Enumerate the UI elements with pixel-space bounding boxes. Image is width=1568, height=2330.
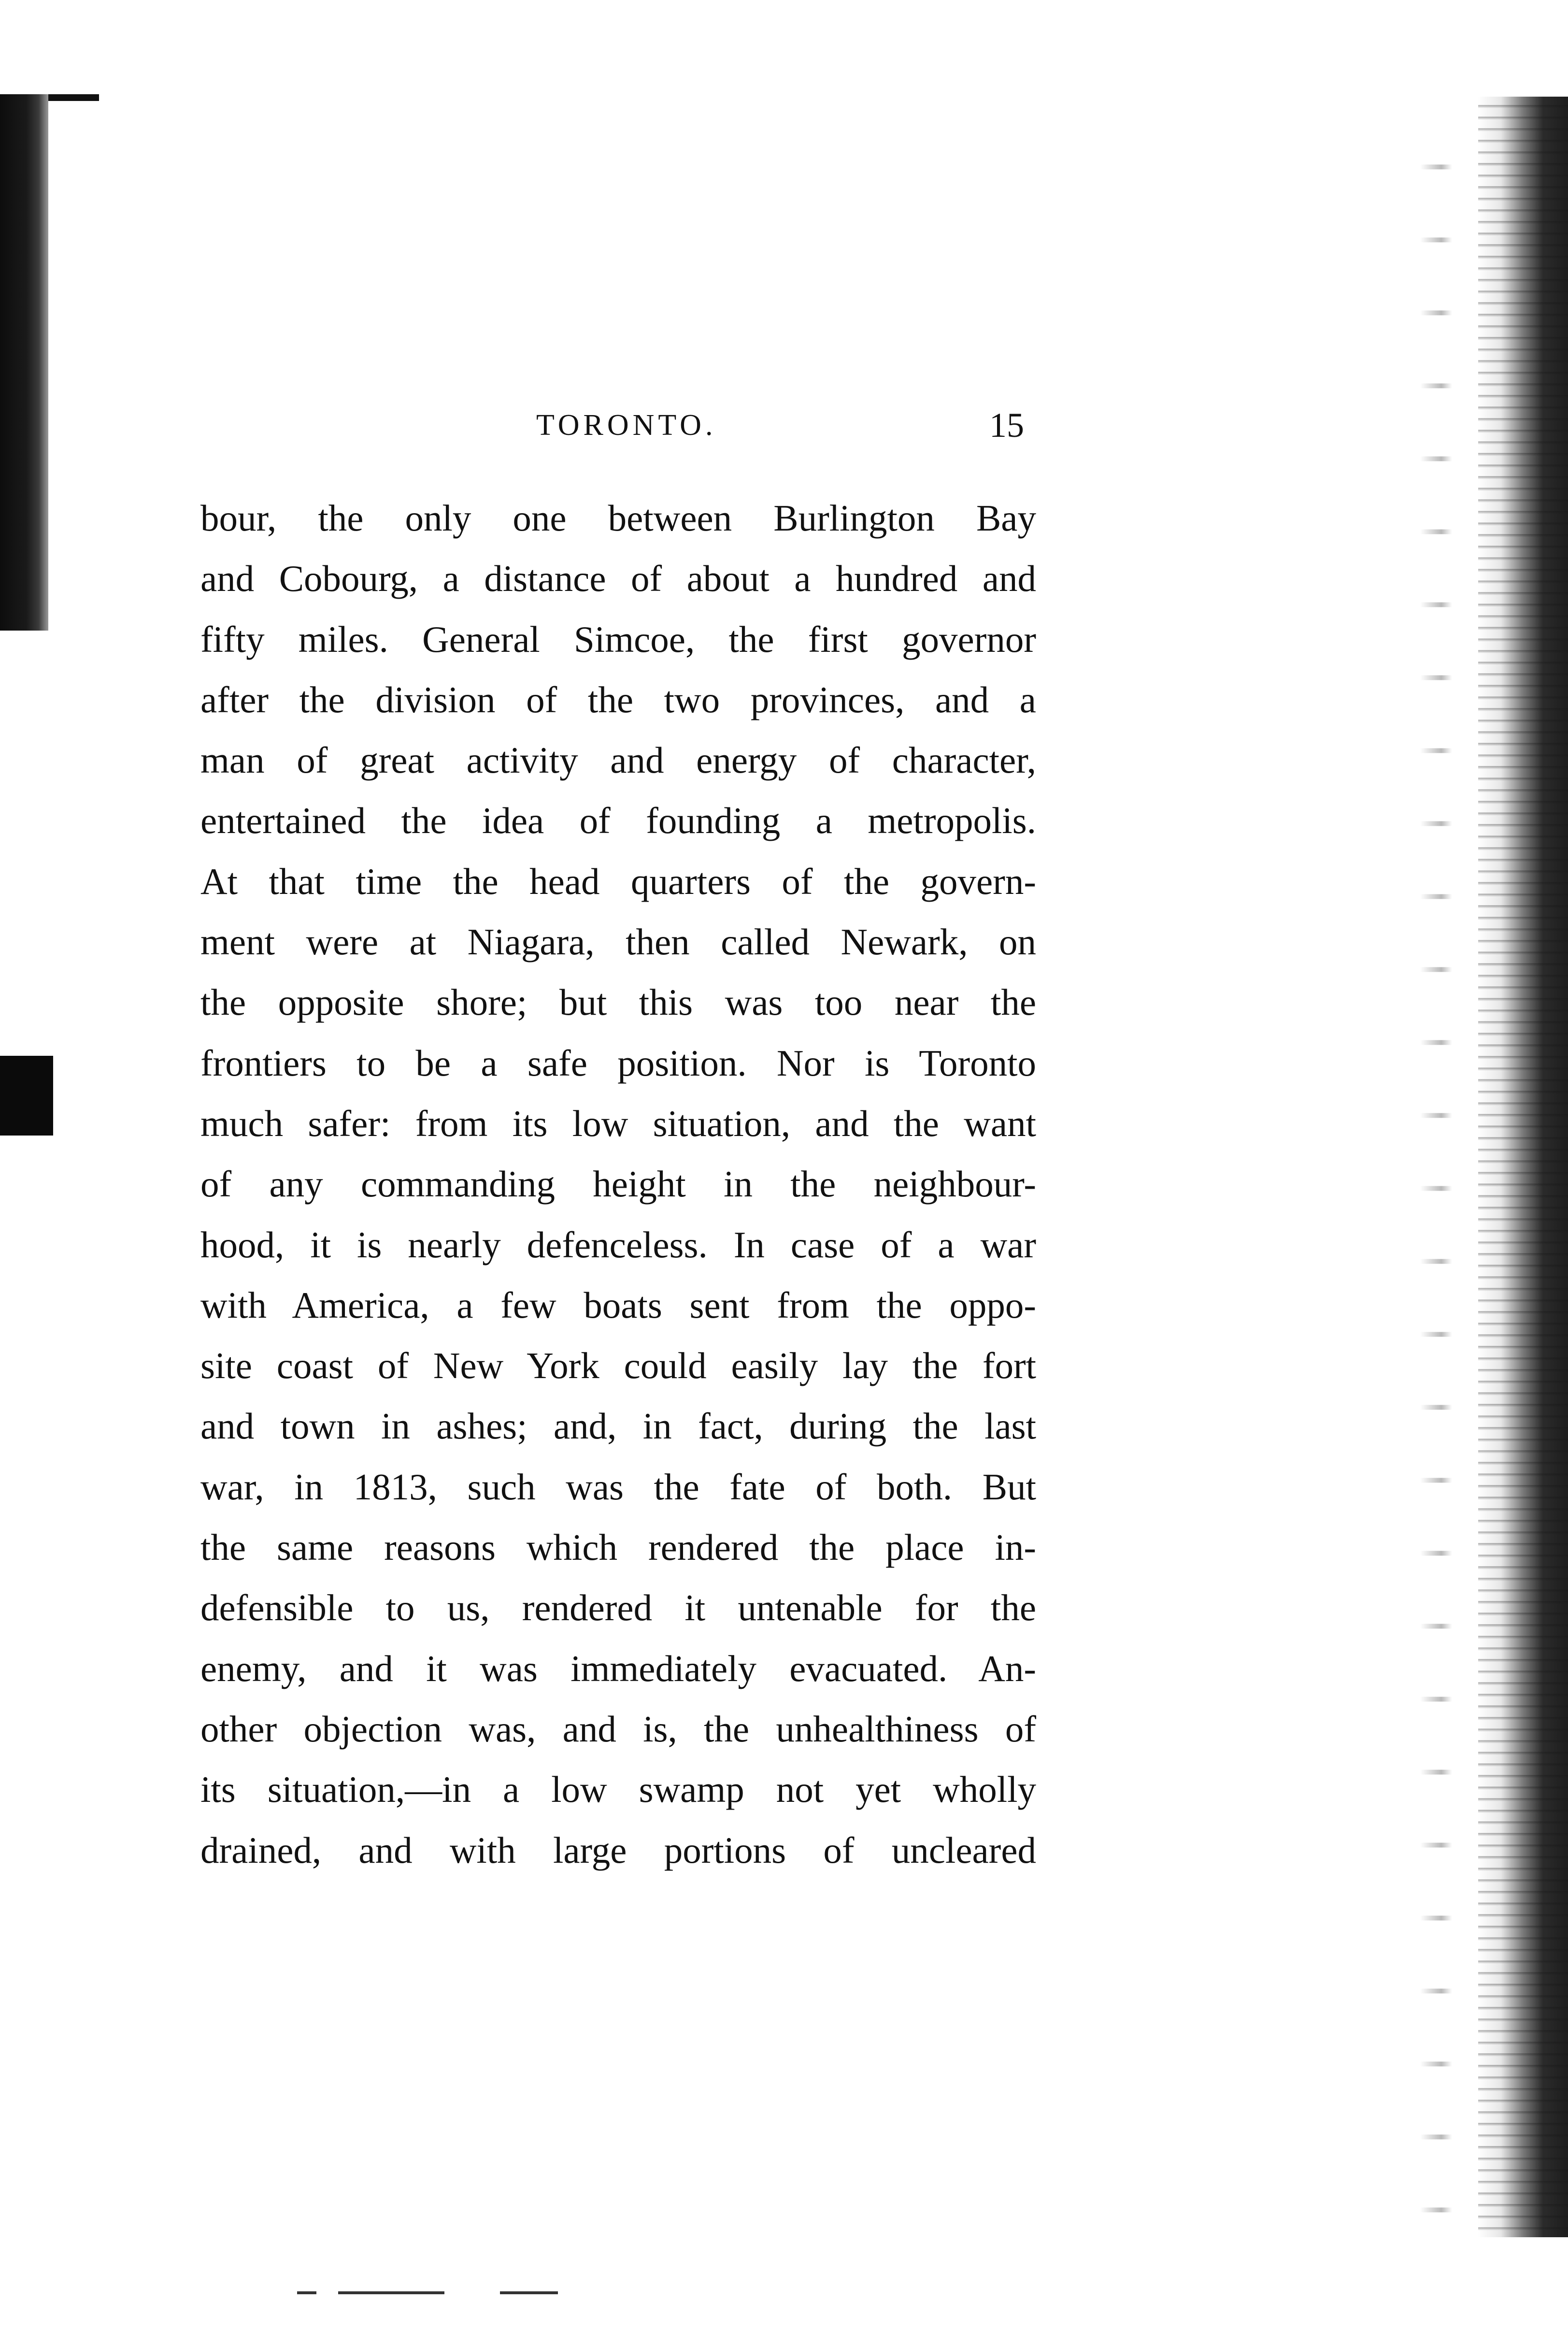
text-line: much safer: from its low situation, and the want: [200, 1102, 1036, 1144]
scan-edge-shadow-left: [0, 94, 48, 631]
scan-edge-mark-lower: [0, 1056, 53, 1136]
scan-edge-shadow-right: [1478, 97, 1568, 2237]
text-line: the same reasons which rendered the place in-: [200, 1526, 1036, 1568]
text-line: its situation,—in a low swamp not yet wholly: [200, 1769, 1036, 1811]
scan-dash: [297, 2291, 316, 2294]
text-line: enemy, and it was immediately evacuated. An-: [200, 1647, 1036, 1689]
text-line: site coast of New York could easily lay the fort: [200, 1345, 1036, 1387]
scan-specks-right: [1420, 97, 1473, 2247]
text-line: and Cobourg, a distance of about a hundred and: [200, 558, 1036, 600]
text-line: other objection was, and is, the unhealthiness of: [200, 1708, 1036, 1750]
text-line: ment were at Niagara, then called Newark, on: [200, 921, 1036, 963]
text-line: and town in ashes; and, in fact, during the last: [200, 1405, 1036, 1447]
text-line: entertained the idea of founding a metropolis.: [200, 800, 1036, 842]
text-line: defensible to us, rendered it untenable for the: [200, 1587, 1036, 1629]
running-head: [512, 401, 1034, 449]
text-line: after the division of the two provinces, and a: [200, 678, 1036, 720]
text-line: hood, it is nearly defenceless. In case of a war: [200, 1223, 1036, 1266]
page-number: 15: [989, 406, 1024, 445]
text-line: the opposite shore; but this was too near the: [200, 981, 1036, 1023]
text-line: drained, and with large portions of uncleared: [200, 1829, 1036, 1871]
text-line: of any commanding height in the neighbour-: [200, 1163, 1036, 1205]
text-line: frontiers to be a safe position. Nor is Toronto: [200, 1042, 1036, 1084]
text-line: bour, the only one between Burlington Bay: [200, 497, 1036, 539]
scan-dash: [500, 2291, 558, 2294]
text-line: with America, a few boats sent from the oppo-: [200, 1284, 1036, 1326]
running-title: TORONTO.: [536, 409, 717, 442]
text-line: At that time the head quarters of the govern-: [200, 860, 1036, 902]
text-line: war, in 1813, such was the fate of both. But: [200, 1466, 1036, 1508]
text-line: fifty miles. General Simcoe, the first governor: [200, 618, 1036, 660]
text-line: man of great activity and energy of character,: [200, 739, 1036, 781]
scan-dash: [338, 2291, 444, 2294]
body-text: [200, 488, 1036, 1881]
